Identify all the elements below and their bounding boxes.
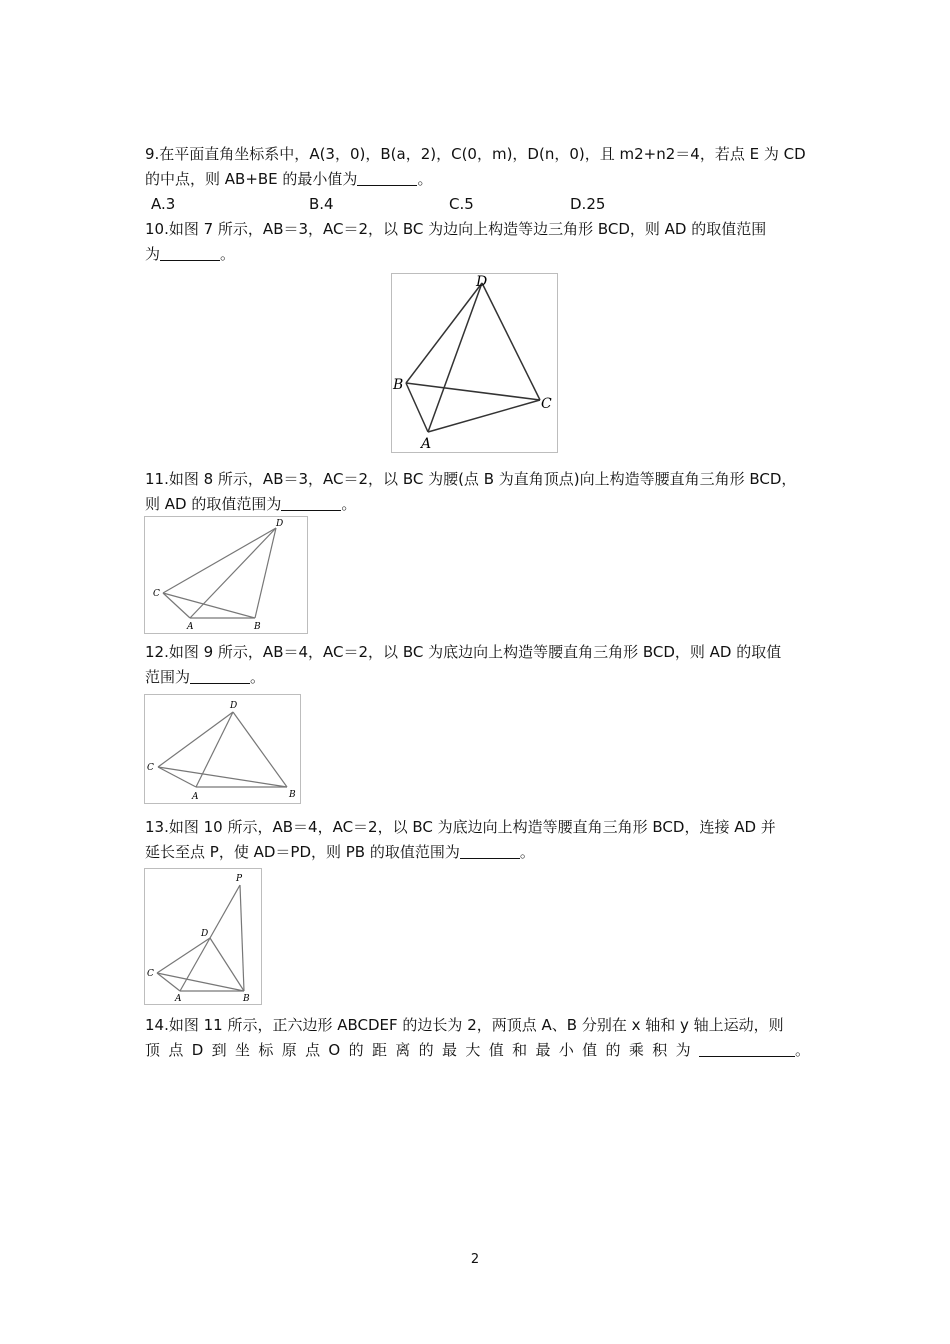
q14-word: 积 (652, 1041, 668, 1059)
fig7-label-b: B (393, 377, 404, 393)
q10-period: 。 (220, 245, 236, 263)
q14-word: 的 (348, 1041, 364, 1059)
fig10-label-p: P (236, 874, 243, 884)
q13-answer-blank (460, 842, 520, 859)
fig7-label-a: A (421, 436, 432, 452)
q12-line-1: 12.如图 9 所示，AB＝4，AC＝2，以 BC 为底边向上构造等腰直角三角形 BCD，则 AD 的取值 (145, 643, 782, 661)
figure-9 (144, 694, 301, 804)
q12-text: 范围为 (145, 668, 191, 686)
fig8-label-d: D (276, 519, 284, 529)
q9-option-c: C.5 (449, 195, 474, 213)
q14-word: 标 (258, 1041, 274, 1059)
q14-word: 点 (168, 1041, 184, 1059)
fig10-label-b: B (243, 994, 250, 1004)
q13-text: 延长至点 P，使 AD＝PD，则 PB 的取值范围为 (145, 843, 460, 861)
fig10-label-a: A (175, 994, 182, 1004)
page-number: 2 (470, 1252, 480, 1267)
q10-line-1: 10.如图 7 所示，AB＝3，AC＝2，以 BC 为边向上构造等边三角形 BCD，则 AD 的取值范围 (145, 220, 767, 238)
q9-line-2 (145, 168, 810, 190)
q14-period: 。 (794, 1041, 810, 1059)
q9-option-d: D.25 (570, 195, 606, 213)
q14-word: 原 (281, 1041, 297, 1059)
q9-option-b: B.4 (309, 195, 334, 213)
q14-word: 最 (442, 1041, 458, 1059)
q12-period: 。 (250, 668, 266, 686)
fig8-label-b: B (254, 622, 261, 632)
q9-period: 。 (417, 170, 433, 188)
q14-word: 坐 (234, 1041, 250, 1059)
q14-word: 的 (418, 1041, 434, 1059)
fig10-label-c: C (147, 969, 154, 979)
q10-line-2 (145, 243, 810, 265)
q14-word: 乘 (628, 1041, 644, 1059)
q14-word: 到 (211, 1041, 227, 1059)
q14-word: 值 (582, 1041, 598, 1059)
fig8-label-a: A (187, 622, 194, 632)
q14-word: 最 (535, 1041, 551, 1059)
q14-word: 顶 (145, 1041, 161, 1059)
q14-word: 的 (605, 1041, 621, 1059)
fig9-label-a: A (192, 792, 199, 802)
q14-word: 小 (558, 1041, 574, 1059)
fig7-label-c: C (541, 396, 552, 412)
q10-answer-blank (160, 244, 220, 261)
q11-line-2 (145, 493, 810, 515)
q14-line-2 (145, 1039, 810, 1061)
q14-line-1: 14.如图 11 所示，正六边形 ABCDEF 的边长为 2，两顶点 A、B 分别在 x 轴和 y 轴上运动，则 (145, 1016, 784, 1034)
q9-answer-blank (357, 169, 417, 186)
q14-answer-group (699, 1039, 810, 1061)
q12-answer-blank (190, 667, 250, 684)
fig8-label-c: C (153, 589, 160, 599)
q14-word: D (191, 1041, 204, 1059)
fig9-label-d: D (230, 701, 238, 711)
q11-answer-blank (281, 494, 341, 511)
q14-word: 值 (488, 1041, 504, 1059)
q9-line-1: 9.在平面直角坐标系中，A(3，0)，B(a，2)，C(0，m)，D(n，0)，且 m2+n2＝4，若点 E 为 CD (145, 145, 806, 163)
q14-word: 点 (305, 1041, 321, 1059)
q14-word: 为 (675, 1041, 691, 1059)
q14-word: 和 (512, 1041, 528, 1059)
q11-text: 则 AD 的取值范围为 (145, 495, 282, 513)
q10-text: 为 (145, 245, 161, 263)
q11-period: 。 (341, 495, 357, 513)
q11-line-1: 11.如图 8 所示，AB＝3，AC＝2，以 BC 为腰(点 B 为直角顶点)向上构造等腰直角三角形 BCD， (145, 470, 797, 488)
fig10-label-d: D (201, 929, 209, 939)
q13-line-2 (145, 841, 810, 863)
q14-answer-blank (699, 1040, 795, 1057)
q14-word: 大 (465, 1041, 481, 1059)
q9-option-a: A.3 (151, 195, 176, 213)
q12-line-2 (145, 666, 810, 688)
fig9-label-b: B (289, 790, 296, 800)
q9-text: 的中点，则 AB+BE 的最小值为 (145, 170, 358, 188)
fig9-label-c: C (147, 763, 154, 773)
fig7-label-d: D (476, 274, 488, 290)
q14-word: O (328, 1041, 341, 1059)
q13-period: 。 (519, 843, 535, 861)
q13-line-1: 13.如图 10 所示，AB＝4，AC＝2，以 BC 为底边向上构造等腰直角三角形 BCD，连接 AD 并 (145, 818, 776, 836)
figure-10 (144, 868, 262, 1005)
q14-word: 离 (395, 1041, 411, 1059)
figure-7 (391, 273, 558, 453)
q14-word: 距 (371, 1041, 387, 1059)
figure-8 (144, 516, 308, 634)
